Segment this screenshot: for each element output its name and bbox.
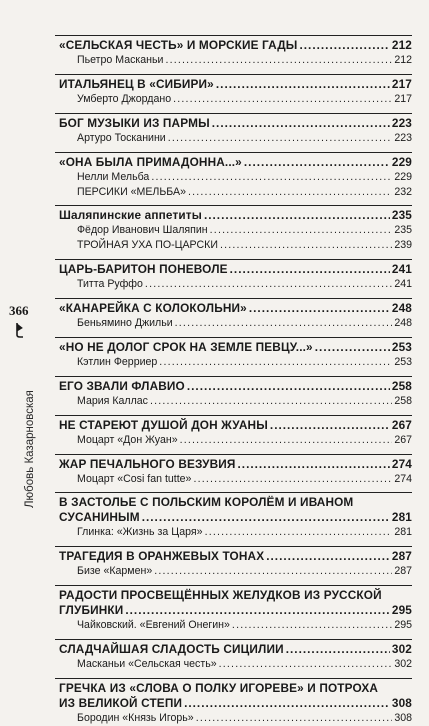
toc-subentry-text: Нелли Мельба — [77, 171, 150, 183]
toc-chapter-page: 223 — [391, 116, 412, 130]
toc-chapter-row — [59, 642, 412, 657]
toc-chapter-page: 241 — [391, 262, 412, 276]
toc-chapter-row — [59, 38, 412, 53]
toc-chapter-page: 235 — [391, 208, 412, 222]
toc-chapter-page: 229 — [391, 155, 412, 169]
toc-leader-dots — [230, 262, 390, 277]
running-author: Любовь Казарновская — [24, 390, 36, 508]
toc-leader-dots — [154, 564, 392, 579]
page-margin — [0, 0, 44, 700]
toc-chapter-title: ЖАР ПЕЧАЛЬНОГО ВЕЗУВИЯ — [59, 457, 236, 471]
toc-entry — [59, 38, 412, 68]
toc-chapter-title-line: В ЗАСТОЛЬЕ С ПОЛЬСКИМ КОРОЛЁМ И ИВАНОМ — [59, 495, 354, 509]
toc-subentry — [59, 238, 412, 253]
toc-leader-dots — [249, 301, 390, 316]
toc-leader-dots — [142, 510, 390, 525]
toc-entry — [59, 77, 412, 107]
toc-subentry-text: Беньямино Джильи — [77, 317, 173, 329]
toc-chapter-title: ИЗ ВЕЛИКОЙ СТЕПИ — [59, 696, 183, 710]
toc-entry — [59, 495, 412, 540]
toc-chapter-title-line: РАДОСТИ ПРОСВЕЩЁННЫХ ЖЕЛУДКОВ ИЗ РУССКОЙ — [59, 588, 382, 602]
toc-leader-dots — [145, 277, 392, 292]
toc-subentry-page: 223 — [394, 132, 412, 144]
toc-leader-dots — [159, 355, 392, 370]
toc-subentry-text: Пьетро Масканьи — [77, 54, 164, 66]
toc-subentry — [59, 433, 412, 448]
toc-chapter-row — [59, 418, 412, 433]
toc-subentry-text: ПЕРСИКИ «МЕЛЬБА» — [77, 186, 186, 198]
toc-subentry-page: 302 — [394, 658, 412, 670]
toc-leader-dots — [173, 92, 392, 107]
toc-leader-dots — [168, 131, 393, 146]
toc-leader-dots — [193, 472, 392, 487]
toc-chapter-page: 308 — [391, 696, 412, 710]
toc-entry — [59, 301, 412, 331]
toc-chapter-page: 248 — [391, 301, 412, 315]
toc-chapter-title: «СЕЛЬСКАЯ ЧЕСТЬ» И МОРСКИЕ ГАДЫ — [59, 38, 298, 52]
toc-subentry-text: Артуро Тосканини — [77, 132, 166, 144]
toc-subentry-text: Кэтлин Ферриер — [77, 356, 158, 368]
toc-leader-dots — [184, 696, 390, 711]
toc-leader-dots — [188, 185, 392, 200]
toc-chapter-page: 253 — [391, 340, 412, 354]
toc-entry — [59, 262, 412, 292]
toc-chapter-title: «ОНА БЫЛА ПРИМАДОННА...» — [59, 155, 242, 169]
toc-subentry — [59, 525, 412, 540]
toc-subentry-page: 281 — [394, 526, 412, 538]
toc-leader-dots — [286, 642, 390, 657]
toc-chapter-title: НЕ СТАРЕЮТ ДУШОЙ ДОН ЖУАНЫ — [59, 418, 268, 432]
toc-entry — [59, 379, 412, 409]
toc-chapter-title-line: ГРЕЧКА ИЗ «СЛОВА О ПОЛКУ ИГОРЕВЕ» И ПОТРОХА — [59, 681, 379, 695]
toc-chapter-row — [59, 340, 412, 355]
toc-entry — [59, 588, 412, 633]
toc-chapter-row — [59, 549, 412, 564]
toc-chapter-row — [59, 696, 412, 711]
toc-leader-dots — [315, 340, 390, 355]
toc-chapter-title: СЛАДЧАЙШАЯ СЛАДОСТЬ СИЦИЛИИ — [59, 642, 284, 656]
toc-chapter-row — [59, 510, 412, 525]
toc-chapter-row — [59, 457, 412, 472]
toc-leader-dots — [232, 618, 392, 633]
toc-chapter-title: ЕГО ЗВАЛИ ФЛАВИО — [59, 379, 185, 393]
toc-subentry — [59, 92, 412, 107]
toc-chapter-row — [59, 603, 412, 618]
toc-entry — [59, 418, 412, 448]
toc-leader-dots — [238, 457, 390, 472]
toc-chapter-row — [59, 379, 412, 394]
toc-subentry-text: Чайковский. «Евгений Онегин» — [77, 619, 230, 631]
toc-leader-dots — [204, 208, 390, 223]
toc-subentry-page: 253 — [394, 356, 412, 368]
toc-subentry-text: Моцарт «Cosi fan tutte» — [77, 473, 192, 485]
toc-subentry-page: 217 — [394, 93, 412, 105]
toc-leader-dots — [151, 170, 392, 185]
toc-entry — [59, 642, 412, 672]
toc-subentry — [59, 618, 412, 633]
toc-chapter-title: ГЛУБИНКИ — [59, 603, 124, 617]
toc-leader-dots — [196, 711, 393, 726]
toc-subentry-text: Бизе «Кармен» — [77, 565, 153, 577]
toc-subentry — [59, 564, 412, 579]
toc-entry — [59, 340, 412, 370]
toc-subentry-page: 232 — [394, 186, 412, 198]
toc-subentry-text: Масканьи «Сельская честь» — [77, 658, 217, 670]
toc-chapter-page: 287 — [391, 549, 412, 563]
toc-subentry — [59, 131, 412, 146]
toc-leader-dots — [212, 116, 390, 131]
toc-chapter-page: 267 — [391, 418, 412, 432]
toc-subentry-page: 258 — [394, 395, 412, 407]
toc-chapter-title: СУСАНИНЫМ — [59, 510, 140, 524]
toc-chapter-title: ЦАРЬ-БАРИТОН ПОНЕВОЛЕ — [59, 262, 228, 276]
toc-subentry — [59, 711, 412, 726]
toc-leader-dots — [216, 77, 390, 92]
toc-entry — [59, 208, 412, 253]
toc-leader-dots — [300, 38, 390, 53]
toc-subentry-page: 212 — [394, 54, 412, 66]
toc-subentry-page: 239 — [394, 239, 412, 251]
toc-subentry — [59, 53, 412, 68]
toc-chapter-row — [59, 77, 412, 92]
toc-subentry — [59, 170, 412, 185]
toc-subentry — [59, 394, 412, 409]
toc-leader-dots — [270, 418, 390, 433]
toc-leader-dots — [219, 657, 393, 672]
toc-subentry-page: 295 — [394, 619, 412, 631]
toc-entry — [59, 155, 412, 200]
toc-subentry-text: Бородин «Князь Игорь» — [77, 712, 194, 724]
toc-leader-dots — [125, 603, 389, 618]
toc-chapter-page: 217 — [391, 77, 412, 91]
toc-chapter-title: ИТАЛЬЯНЕЦ В «СИБИРИ» — [59, 77, 214, 91]
toc-leader-dots — [180, 433, 393, 448]
toc-chapter-title: «КАНАРЕЙКА С КОЛОКОЛЬНИ» — [59, 301, 247, 315]
bookmark-icon — [14, 322, 26, 338]
toc-subentry-text: Титта Руффо — [77, 278, 143, 290]
toc-leader-dots — [165, 53, 392, 68]
toc-subentry-text: Фёдор Иванович Шаляпин — [77, 224, 208, 236]
toc-entry — [59, 457, 412, 487]
toc-subentry-text: Глинка: «Жизнь за Царя» — [77, 526, 203, 538]
toc-subentry-text: Умберто Джордано — [77, 93, 172, 105]
toc-subentry — [59, 185, 412, 200]
toc-leader-dots — [244, 155, 390, 170]
table-of-contents — [59, 38, 412, 726]
toc-chapter-row — [59, 262, 412, 277]
toc-subentry-page: 229 — [394, 171, 412, 183]
toc-leader-dots — [266, 549, 390, 564]
toc-subentry — [59, 277, 412, 292]
toc-leader-dots — [150, 394, 392, 409]
toc-subentry-page: 274 — [394, 473, 412, 485]
toc-subentry — [59, 355, 412, 370]
toc-chapter-page: 258 — [391, 379, 412, 393]
toc-chapter-page: 302 — [391, 642, 412, 656]
toc-subentry-page: 241 — [394, 278, 412, 290]
toc-entry — [59, 116, 412, 146]
toc-subentry — [59, 472, 412, 487]
toc-chapter-title: БОГ МУЗЫКИ ИЗ ПАРМЫ — [59, 116, 210, 130]
toc-chapter-page: 295 — [391, 603, 412, 617]
toc-leader-dots — [187, 379, 390, 394]
toc-chapter-page: 274 — [391, 457, 412, 471]
toc-chapter-page: 281 — [391, 510, 412, 524]
toc-chapter-title: ТРАГЕДИЯ В ОРАНЖЕВЫХ ТОНАХ — [59, 549, 265, 563]
toc-subentry-page: 287 — [394, 565, 412, 577]
toc-subentry-page: 235 — [394, 224, 412, 236]
toc-leader-dots — [175, 316, 393, 331]
toc-chapter-row — [59, 155, 412, 170]
toc-entry — [59, 681, 412, 726]
toc-chapter-row — [59, 301, 412, 316]
toc-chapter-row — [59, 208, 412, 223]
toc-leader-dots — [220, 238, 392, 253]
toc-subentry — [59, 657, 412, 672]
page-number: 366 — [9, 303, 29, 318]
toc-subentry-page: 248 — [394, 317, 412, 329]
toc-chapter-title: Шаляпинские аппетиты — [59, 208, 202, 222]
toc-subentry-text: Моцарт «Дон Жуан» — [77, 434, 178, 446]
toc-subentry-page: 267 — [394, 434, 412, 446]
toc-subentry-page: 308 — [394, 712, 412, 724]
toc-subentry — [59, 316, 412, 331]
toc-leader-dots — [210, 223, 393, 238]
toc-chapter-page: 212 — [391, 38, 412, 52]
toc-chapter-row — [59, 116, 412, 131]
toc-subentry — [59, 223, 412, 238]
toc-subentry-text: ТРОЙНАЯ УХА ПО-ЦАРСКИ — [77, 239, 218, 251]
toc-entry — [59, 549, 412, 579]
toc-chapter-title: «НО НЕ ДОЛОГ СРОК НА ЗЕМЛЕ ПЕВЦУ...» — [59, 340, 313, 354]
toc-leader-dots — [205, 525, 393, 540]
toc-subentry-text: Мария Каллас — [77, 395, 148, 407]
